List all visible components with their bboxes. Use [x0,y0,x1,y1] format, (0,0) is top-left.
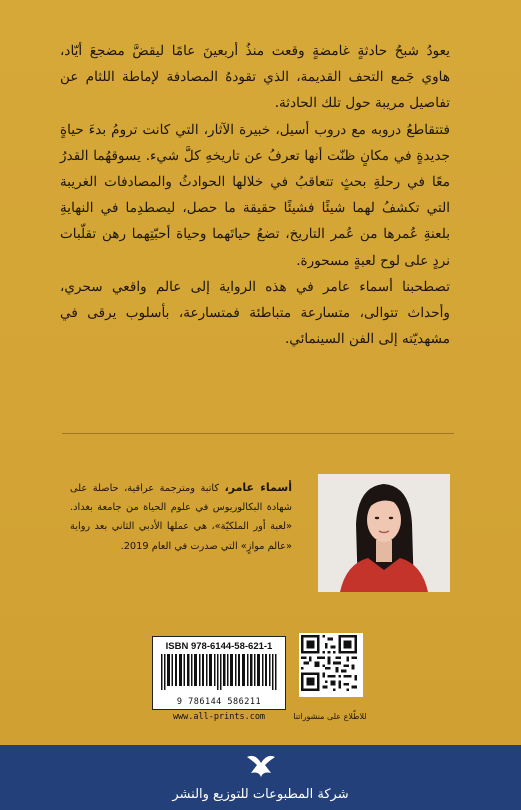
publisher-logo-icon [245,751,277,781]
blurb-text [60,38,450,352]
blurb-paragraph-1: يعودُ شبحُ حادثةٍ غامضةٍ وقعت منذُ أربعينَ عامًا ليقضَّ مضجعَ أيّاد، هاوي جَمع التحف القديمة، الذي تقودهُ المصادفة لإماطة اللثام عن تفاصيل مريبة حول تلك الحادثة. [60,43,450,112]
barcode-digits: 9 786144 586211 [176,697,262,707]
publisher-website[interactable]: www.all-prints.com [172,712,266,722]
qr-code[interactable] [299,633,363,697]
qr-caption: للاطّلاع على منشوراتنا [293,712,367,721]
blurb-paragraph-3: تصطحبنا أسماء عامر في هذه الرواية إلى عالم واقعي سحري، وأحداث تتوالى، متسارعة متباطئة فمتسارعة، بأسلوب يرقى في مشهديّته إلى الفن السينمائي. [60,278,450,348]
isbn-barcode [152,636,286,710]
author-bio [70,478,292,556]
author-photo [318,474,450,592]
isbn-label: ISBN 978-6144-58-621-1 [165,641,273,652]
publisher-footer [0,745,521,810]
barcode-bars [161,654,277,690]
author-name: أسماء عامر، [224,481,292,494]
author-bio-text: كاتبة ومترجمة عراقية، حاصلة على شهادة البكالوريوس في علوم الحياة من جامعة بغداد. «لعبة أور الملكيّة»، هي عملها الأدبي الثاني بعد رواية «عالم موازٍ» التي صدرت في العام 2019. [70,483,292,552]
section-divider [62,433,454,434]
blurb-paragraph-2: فتتقاطعُ دروبه مع دروب أسيل، خبيرة الآثار، التي كانت ترومُ بدءَ حياةٍ جديدةٍ في مكانٍ ظنّت أنها تعرفُ عن تاريخهِ كلَّ شيء. يسوقهُما القدرُ معًا في رحلةِ بحثٍ تتعاقبُ في خلالها الحوادثُ والمصادفات الغريبة التي تكشفُ لهما شيئًا فشيئًا حقيقة ما حصل، ليصطدِما في النهايةِ بلعنةِ عُمرها من عُمر التاريخ، تضعُ حياتَهما وحياة أحبّتِهما رهن تقلّبات نردٍ على لوح لعبةٍ مسحورة. [60,121,450,269]
publisher-name: شركة المطبوعات للتوزيع والنشر [172,787,349,802]
